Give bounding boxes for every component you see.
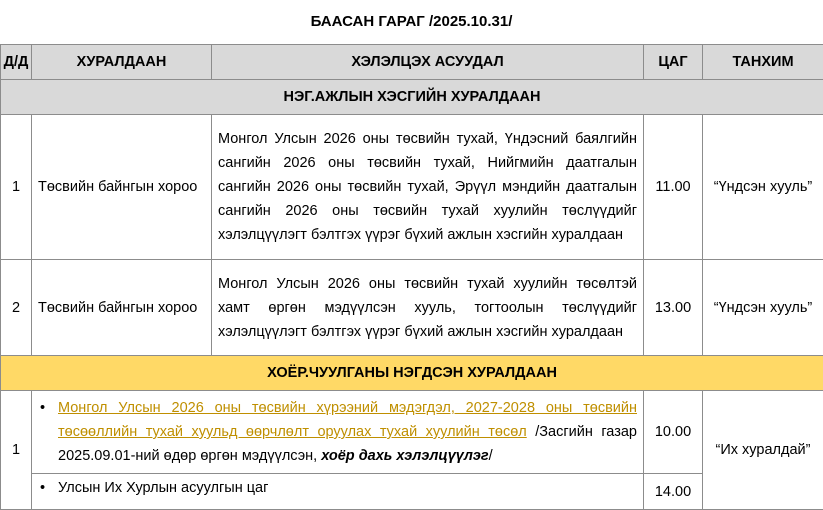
section-row — [1, 356, 823, 391]
bill-stage: хоёр дахь хэлэлцүүлэг — [321, 448, 488, 464]
table-row — [1, 474, 823, 510]
page-title: БААСАН ГАРАГ /2025.10.31/ — [0, 0, 823, 44]
section-title: ХОЁР.ЧУУЛГАНЫ НЭГДСЭН ХУРАЛДААН — [1, 356, 823, 391]
col-header-time: ЦАГ — [644, 45, 703, 80]
room-cell: “Их хуралдай” — [703, 391, 823, 510]
room-cell: “Үндсэн хууль” — [703, 260, 823, 356]
col-header-issue: ХЭЛЭЛЦЭХ АСУУДАЛ — [212, 45, 644, 80]
bill-link[interactable]: Монгол Улсын 2026 оны төсвийн хүрээний мэдэгдэл, 2027-2028 оны төсвийн төсөөллийн тухай хуульд өөрчлөлт оруулах тухай хуулийн төсөл — [58, 400, 637, 440]
col-header-meeting: ХУРАЛДААН — [32, 45, 212, 80]
issue-cell: Монгол Улсын 2026 оны төсвийн тухай хуулийн төсөлтэй хамт өргөн мэдүүлсэн хууль, тогтоолын төслүүдийг хэлэлцүүлэгт бэлтгэх үүрэг бүхий ажлын хэсгийн хуралдаан — [212, 260, 644, 356]
row-number: 1 — [1, 115, 32, 260]
header-row — [1, 45, 823, 80]
schedule-table — [0, 44, 823, 510]
time-cell: 10.00 — [644, 391, 703, 474]
col-header-no: Д/Д — [1, 45, 32, 80]
bill-note-end: / — [489, 448, 493, 464]
col-header-room: ТАНХИМ — [703, 45, 823, 80]
meeting-cell: Төсвийн байнгын хороо — [32, 115, 212, 260]
time-cell: 14.00 — [644, 474, 703, 510]
table-row — [1, 260, 823, 356]
bullet-icon: • — [40, 476, 58, 500]
time-cell: 11.00 — [644, 115, 703, 260]
issue-cell: Монгол Улсын 2026 оны төсвийн тухай, Үндэсний баялгийн сангийн 2026 оны төсвийн тухай, Нийгмийн даатгалын сангийн 2026 оны төсвийн тухай, Эрүүл мэндийн даатгалын сангийн 2026 оны төсвийн тухай хуулийн төслүүдийг хэлэлцүүлэгт бэлтгэх үүрэг бүхий ажлын хэсгийн хуралдаан — [212, 115, 644, 260]
section-row — [1, 80, 823, 115]
table-row — [1, 391, 823, 474]
room-cell: “Үндсэн хууль” — [703, 115, 823, 260]
question-time-label: Улсын Их Хурлын асуулгын цаг — [58, 476, 268, 500]
row-number: 1 — [1, 391, 32, 510]
issue-cell — [32, 391, 644, 474]
meeting-cell: Төсвийн байнгын хороо — [32, 260, 212, 356]
row-number: 2 — [1, 260, 32, 356]
issue-cell — [32, 474, 644, 510]
bill-note: /Засгийн газар 2025.09.01-ний өдөр өргөн мэдүүлсэн, — [58, 424, 637, 464]
bullet-icon: • — [40, 396, 58, 468]
section-title: НЭГ.АЖЛЫН ХЭСГИЙН ХУРАЛДААН — [1, 80, 823, 115]
table-row — [1, 115, 823, 260]
time-cell: 13.00 — [644, 260, 703, 356]
